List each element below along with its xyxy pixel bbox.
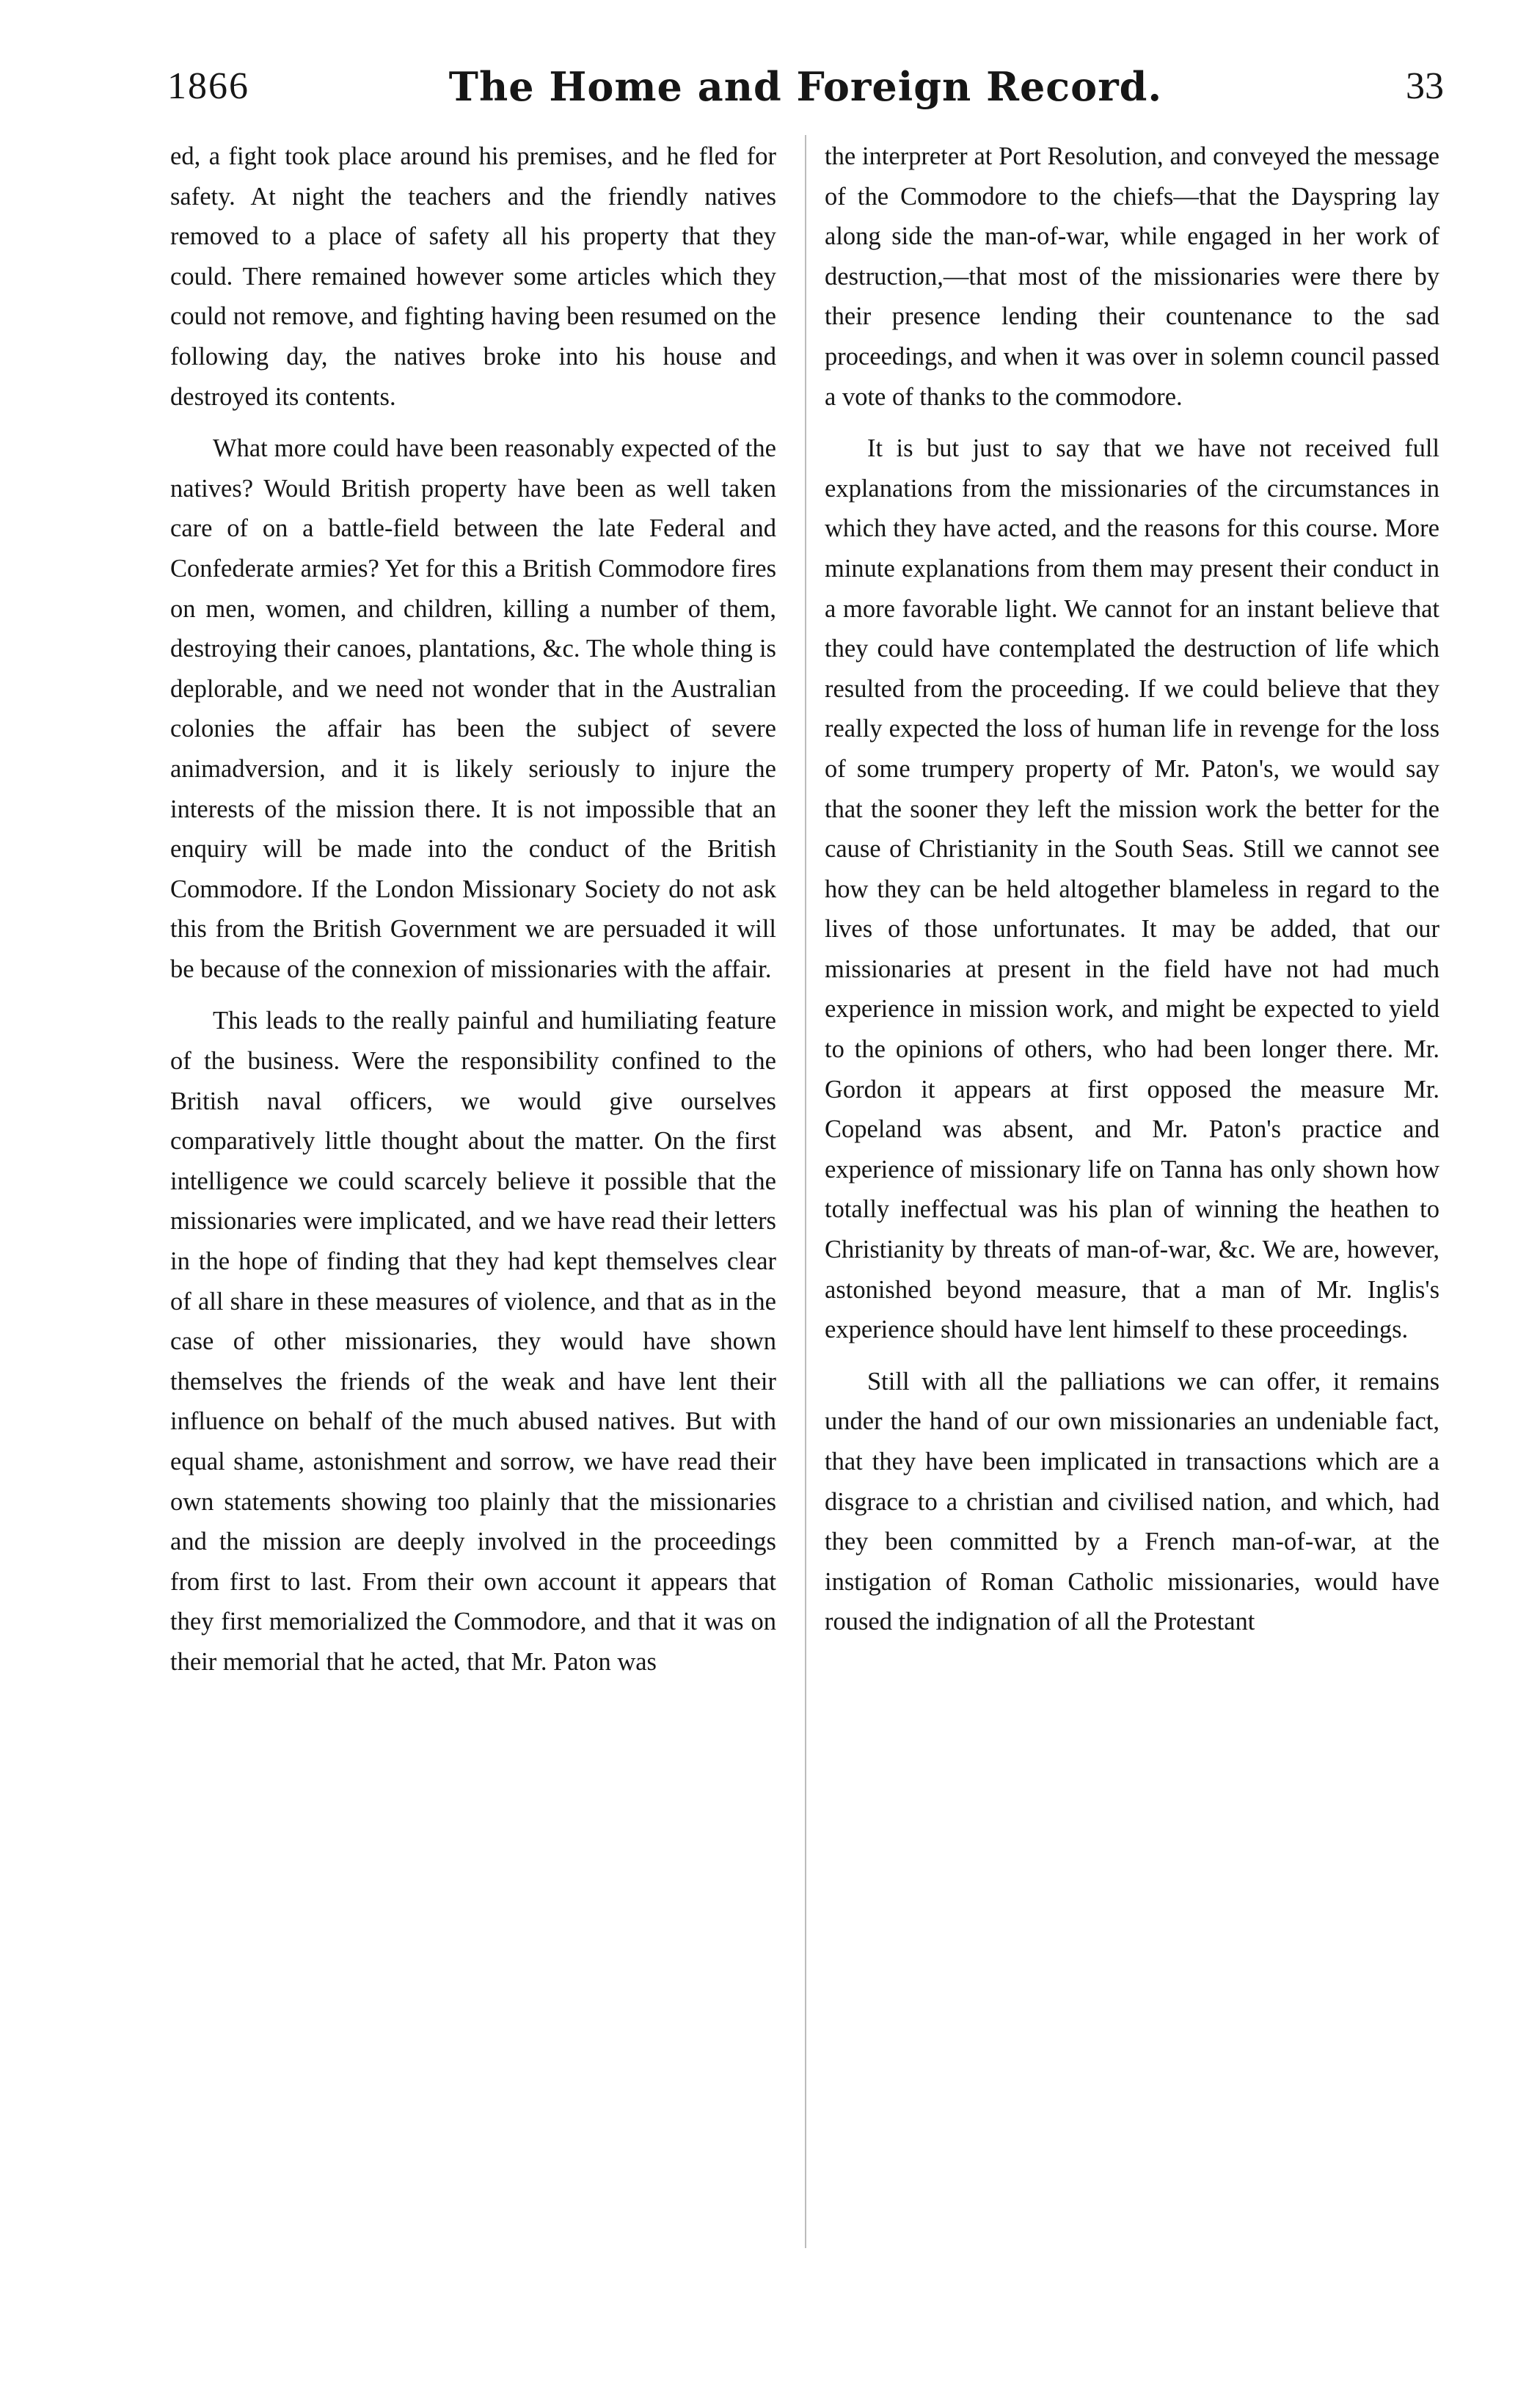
paragraph: This leads to the really painful and humiliating feature of the business. Were the responsibility confined to the British naval officers, we would give ourselves comparatively little thought about the matter. On the first intelligence we could scarcely believe it possible that the missionaries were implicated, and we have read their letters in the hope of finding that they had kept themselves clear of all share in these measures of violence, and that as in the case of other missionaries, they would have shown themselves the friends of the weak and have lent their influence on behalf of the much abused natives. But with equal shame, astonishment and sorrow, we have read their own statements showing too plainly that the missionaries and the mission are deeply involved in the proceedings from first to last. From their own account it appears that they first memorialized the Commodore, and that it was on their memorial that he acted, that Mr. Paton was xyxy=(170,1007,776,1676)
paragraph: ed, a fight took place around his premises, and he fled for safety. At night the teachers and the friendly natives removed to a place of safety all his property that they could. There remained however some articles which they could not remove, and fighting having been resumed on the following day, the natives broke into his house and destroyed its contents. xyxy=(170,142,776,411)
paragraph: the interpreter at Port Resolution, and conveyed the message of the Commodore to the chiefs—that the Dayspring lay along side the man-of-war, while engaged in her work of destruction,—that most of the missionaries were there by their presence lending their countenance to the sad proceedings, and when it was over in solemn council passed a vote of thanks to the commodore. xyxy=(825,142,1439,411)
header-year: 1866 xyxy=(167,65,249,107)
right-column xyxy=(825,136,1439,1654)
page-header xyxy=(167,65,1444,123)
paragraph: It is but just to say that we have not received full explanations from the missionaries of the circumstances in which they have acted, and the reasons for this course. More minute explanations from them may present their conduct in a more favorable light. We cannot for an instant believe that they could have contemplated the destruction of life which resulted from the proceeding. If we could believe that they really expected the loss of human life in revenge for the loss of some trumpery property of Mr. Paton's, we would say that the sooner they left the mission work the better for the cause of Christianity in the South Seas. Still we cannot see how they can be held altogether blameless in regard to the lives of those unfortunates. It may be added, that our missionaries at present in the field have not had much experience in mission work, and might be expected to yield to the opinions of others, who had been longer there. Mr. Gordon it appears at first opposed the measure Mr. Copeland was absent, and Mr. Paton's practice and experience of missionary life on Tanna has only shown how totally ineffectual was his plan of winning the heathen to Christianity by threats of man-of-war, &c. We are, however, astonished beyond measure, that a man of Mr. Inglis's experience should have lent himself to these proceedings. xyxy=(825,434,1439,1344)
paragraph: Still with all the palliations we can offer, it remains under the hand of our own missionaries an undeniable fact, that they have been implicated in transactions which are a disgrace to a christian and civilised nation, and which, had they been committed by a French man-of-war, at the instigation of Roman Catholic missionaries, would have roused the indignation of all the Protestant xyxy=(825,1367,1439,1636)
left-column xyxy=(170,136,776,1694)
journal-title: The Home and Foreign Record. xyxy=(448,63,1163,110)
page-number: 33 xyxy=(1406,65,1444,107)
column-divider xyxy=(805,135,806,2248)
paragraph: What more could have been reasonably expected of the natives? Would British property have been as well taken care of on a battle-field between the late Federal and Confederate armies? Yet for this a British Commodore fires on men, women, and children, killing a number of them, destroying their canoes, plantations, &c. The whole thing is deplorable, and we need not wonder that in the Australian colonies the affair has been the subject of severe animadversion, and it is likely seriously to injure the interests of the mission there. It is not impossible that an enquiry will be made into the conduct of the British Commodore. If the London Missionary Society do not ask this from the British Government we are persuaded it will be because of the connexion of missionaries with the affair. xyxy=(170,434,776,983)
